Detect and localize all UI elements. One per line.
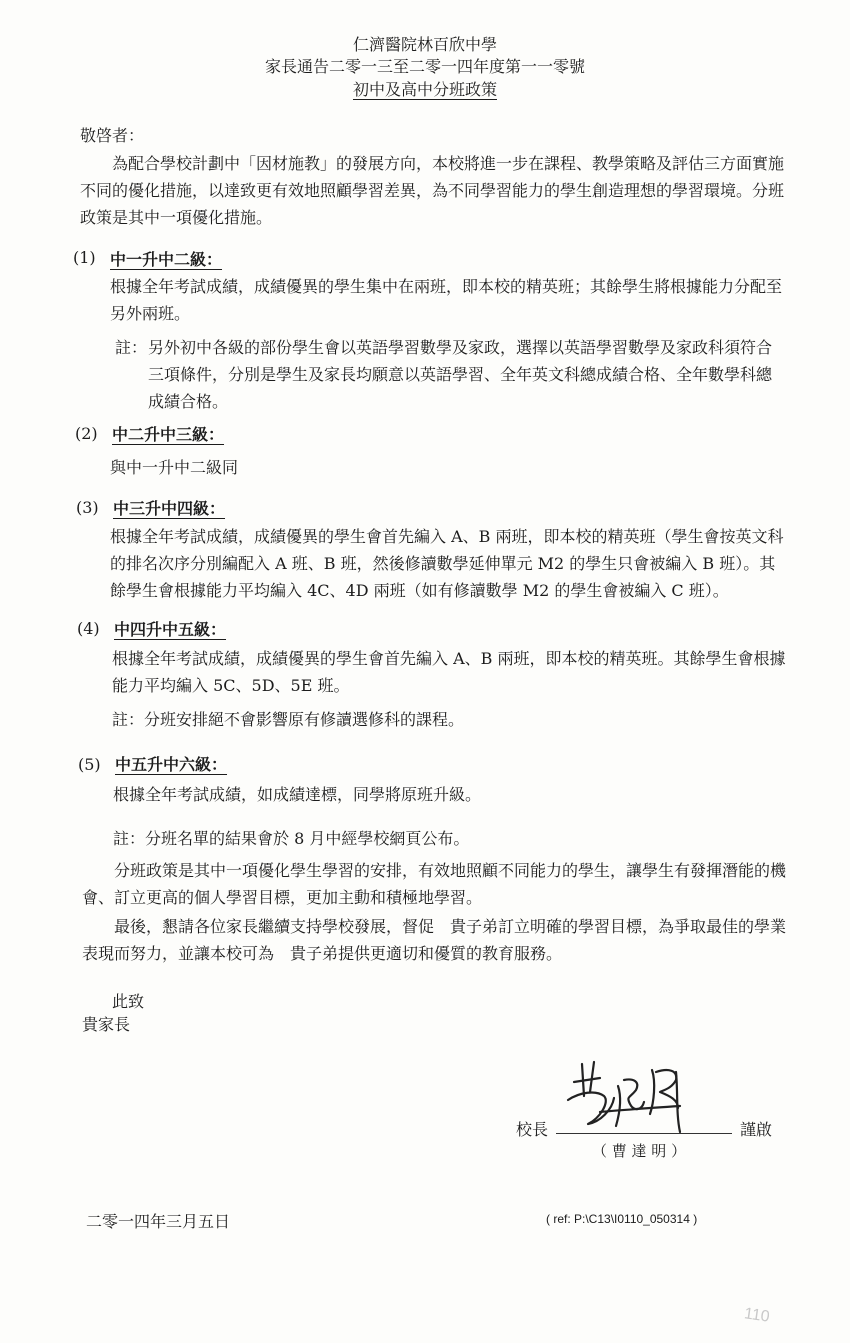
closing-paragraph-1: 分班政策是其中一項優化學生學習的安排，有效地照顧不同能力的學生，讓學生有發揮潛能的機會、訂立更高的個人學習目標，更加主動和積極地學習。 <box>82 861 787 907</box>
section-3-body: 根據全年考試成績，成績優異的學生會首先編入 A、B 兩班，即本校的精英班（學生會按英文科的排名次序分別編配入 A 班、B 班，然後修讀數學延伸單元 M2 的學生只會被編入 B 班）。其餘學生會根據能力平均編入 4C、4D 兩班（如有修讀數學 M2 的學生會被編入 C 班）。 <box>110 527 784 600</box>
file-reference: ( ref: P:\C13\I0110_050314 ) <box>546 1212 698 1226</box>
principal-name: （ 曹 達 明 ） <box>592 1142 687 1160</box>
section-2-title: 中二升中三級： <box>112 425 225 444</box>
closing-paragraph-2: 最後，懇請各位家長繼續支持學校發展，督促 貴子弟訂立明確的學習目標，為爭取最佳的學業表現而努力，並讓本校可為 貴子弟提供更適切和優質的教育服務。 <box>82 917 787 963</box>
page-title-text: 初中及高中分班政策 <box>352 80 497 99</box>
section-5-number: (5) <box>78 755 101 774</box>
section-4-body: 根據全年考試成績，成績優異的學生會首先編入 A、B 兩班，即本校的精英班。其餘學生會根據能力平均編入 5C、5D、5E 班。 <box>112 649 786 695</box>
section-2-body: 與中一升中二級同 <box>110 458 239 477</box>
section-1-note-label: 註： <box>115 338 148 357</box>
school-name: 仁濟醫院林百欣中學 <box>352 35 497 54</box>
section-1-body: 根據全年考試成績，成績優異的學生集中在兩班，即本校的精英班；其餘學生將根據能力分配至另外兩班。 <box>110 277 783 323</box>
section-5-body: 根據全年考試成績，如成績達標，同學將原班升級。 <box>113 785 482 804</box>
section-4-number: (4) <box>77 619 100 638</box>
principal-label: 校長 <box>516 1120 549 1139</box>
signature-line <box>556 1133 732 1134</box>
section-1-note: 另外初中各級的部份學生會以英語學習數學及家政，選擇以英語學習數學及家政科須符合三項條件，分別是學生及家長均願意以英語學習、全年英文科總成績合格、全年數學科總成績合格。 <box>148 338 773 411</box>
ci-zhi: 此致 <box>112 992 145 1011</box>
principal-signature <box>560 1052 700 1142</box>
section-1-number: (1) <box>73 248 96 267</box>
notice-number: 家長通告二零一三至二零一四年度第一一零號 <box>264 57 585 76</box>
section-5-note: 註：分班名單的結果會於 8 月中經學校網頁公布。 <box>113 829 470 848</box>
respectfully-closing: 謹啟 <box>740 1120 773 1139</box>
issue-date: 二零一四年三月五日 <box>86 1212 231 1231</box>
recipient: 貴家長 <box>82 1015 131 1034</box>
salutation: 敬啓者： <box>80 126 145 145</box>
section-3-number: (3) <box>76 498 99 517</box>
section-4-title: 中四升中五級： <box>114 620 227 639</box>
section-3-title: 中三升中四級： <box>113 499 226 518</box>
section-4-note: 註：分班安排絕不會影響原有修讀選修科的課程。 <box>112 710 465 729</box>
section-5-title: 中五升中六級： <box>115 755 228 774</box>
page-mark: 110 <box>743 1305 771 1326</box>
section-2-number: (2) <box>75 424 98 443</box>
page-title <box>0 77 850 100</box>
section-1-title: 中一升中二級： <box>110 250 223 269</box>
intro-paragraph: 為配合學校計劃中「因材施教」的發展方向，本校將進一步在課程、教學策略及評估三方面實施不同的優化措施，以達致更有效地照顧學習差異，為不同學習能力的學生創造理想的學習環境。分班政策是其中一項優化措施。 <box>80 154 785 227</box>
